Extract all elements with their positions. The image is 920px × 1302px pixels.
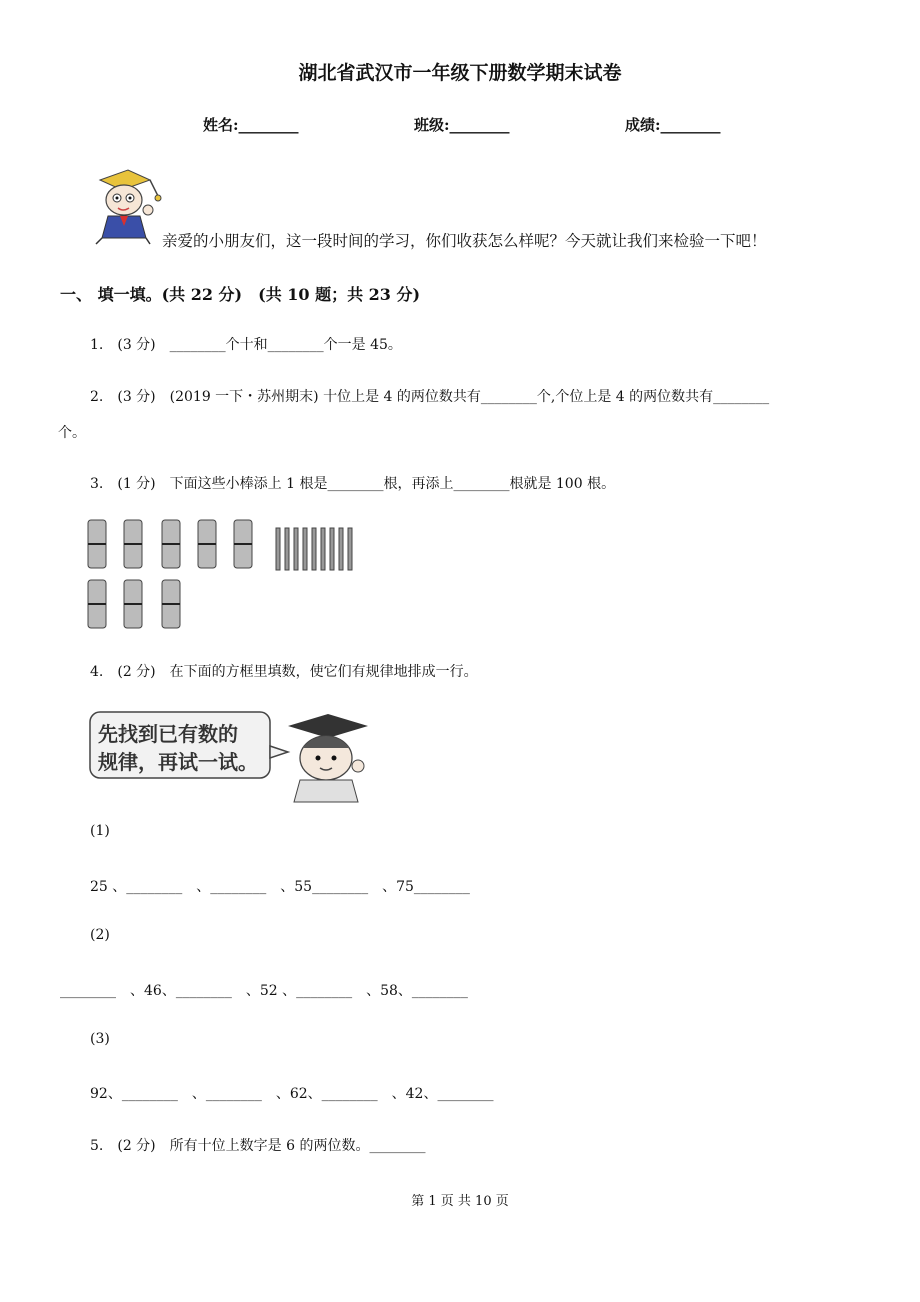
q4-sub3-sequence: 92、________ 、________ 、62、________ 、42、________ [90, 1086, 494, 1102]
stick-bundles-illustration [86, 516, 366, 636]
section-1-heading: 一、 填一填。(共 22 分) (共 10 题；共 23 分) [60, 285, 421, 304]
q4-sub2-sequence: ________ 、46、________ 、52 、________ 、58、________ [60, 983, 468, 999]
page-title: 湖北省武汉市一年级下册数学期末试卷 [298, 62, 622, 84]
q4-sub1-sequence: 25 、________ 、________ 、55________ 、75________ [90, 879, 470, 895]
mascot-doctor-illustration [92, 166, 166, 246]
question-4: 4. (2 分) 在下面的方框里填数，使它们有规律地排成一行。 [90, 664, 478, 680]
hint-text-line-2: 规律，再试一试。 [98, 750, 258, 774]
page-footer: 第 1 页 共 10 页 [411, 1194, 509, 1209]
score-field: 成绩:________ [625, 116, 721, 134]
q4-sub3-label: (3) [90, 1031, 110, 1047]
q4-sub1-label: (1) [90, 823, 110, 839]
q4-sub2-label: (2) [90, 927, 110, 943]
intro-text: 亲爱的小朋友们，这一段时间的学习，你们收获怎么样呢？今天就让我们来检验一下吧！ [162, 232, 767, 250]
name-field: 姓名:________ [203, 116, 299, 134]
question-5: 5. (2 分) 所有十位上数字是 6 的两位数。________ [90, 1138, 426, 1154]
question-1: 1. (3 分) ________个十和________个一是 45。 [90, 337, 402, 353]
hint-text-line-1: 先找到已有数的 [98, 722, 238, 746]
question-2-line-1: 2. (3 分) (2019 一下・苏州期末) 十位上是 4 的两位数共有________个,个位上是 4 的两位数共有________ [90, 389, 770, 405]
class-field: 班级:________ [414, 116, 510, 134]
question-3: 3. (1 分) 下面这些小棒添上 1 根是________根，再添上________根就是 100 根。 [90, 476, 616, 492]
question-2-line-2: 个。 [58, 425, 86, 441]
